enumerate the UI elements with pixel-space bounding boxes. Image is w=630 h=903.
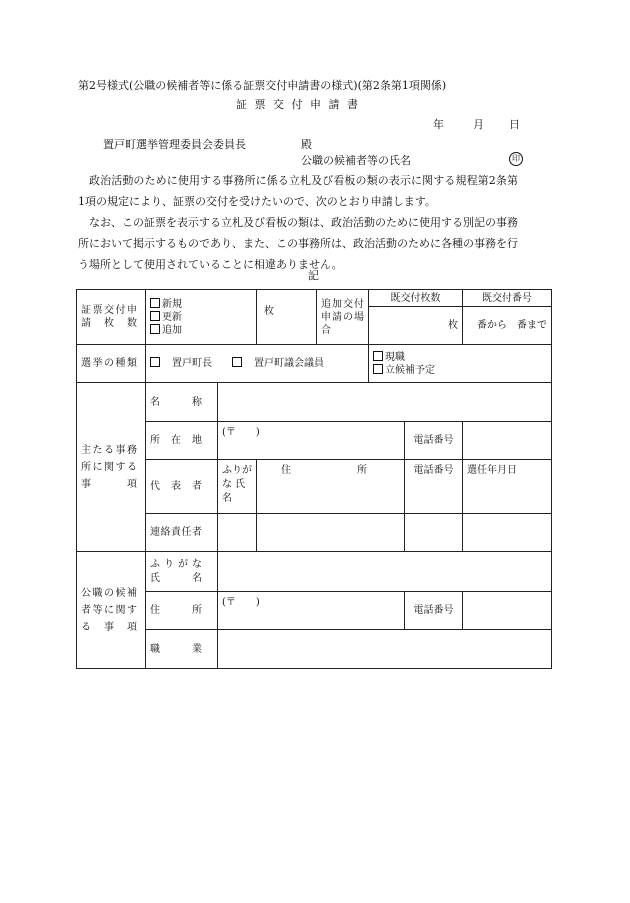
- number-to: 番まで: [517, 320, 547, 331]
- addressee: 置戸町選挙管理委員会委員長: [103, 138, 246, 151]
- rep-appointed-date-label: 選任年月日: [463, 460, 552, 514]
- office-phone-label: 電話番号: [405, 422, 463, 460]
- candidate-postal-mark: (〒 ): [222, 597, 260, 608]
- number-from: 番から: [477, 320, 507, 331]
- rep-label: 代表者: [150, 481, 202, 492]
- checkbox-council[interactable]: [232, 357, 242, 367]
- candidate-address-input[interactable]: [218, 592, 405, 630]
- additional-label-cell: [317, 290, 369, 345]
- apply-count-label: 証票交付申請枚数: [81, 305, 137, 329]
- election-type-cell: [146, 345, 369, 383]
- issued-count-cell[interactable]: [369, 307, 463, 345]
- issued-number-header: 既交付番号: [463, 290, 552, 307]
- candidate-name-input[interactable]: [218, 552, 552, 592]
- rep-label-cell: [146, 460, 218, 514]
- contact-label: 連絡責任者: [150, 527, 202, 538]
- election-type-label: 選挙の種類: [81, 358, 137, 369]
- honorific: 殿: [301, 138, 312, 151]
- option-add[interactable]: 追加: [150, 324, 252, 337]
- issued-count-header: 既交付枚数: [369, 290, 463, 307]
- rep-address-label: 住所: [281, 465, 367, 476]
- checkbox-current[interactable]: [373, 351, 383, 361]
- candidate-section-label: 公職の候補者等に関する事項: [81, 587, 137, 633]
- postal-mark: (〒 ): [222, 427, 260, 438]
- checkbox-mayor[interactable]: [150, 357, 160, 367]
- office-section-label-cell: [77, 383, 146, 552]
- rep-phone-label: 電話番号: [405, 460, 463, 514]
- location-label-cell: [146, 422, 218, 460]
- office-location-input[interactable]: [218, 422, 405, 460]
- seal-mark: 印: [509, 152, 523, 166]
- office-name-input[interactable]: [218, 383, 552, 422]
- date-day-label: 日: [509, 118, 520, 131]
- candidate-address-label-cell: [146, 592, 218, 630]
- occupation-input[interactable]: [218, 630, 552, 669]
- option-new[interactable]: 新規: [150, 298, 252, 311]
- option-renew[interactable]: 更新 枚: [150, 311, 252, 324]
- name-label-cell: [146, 383, 218, 422]
- candidate-furigana-label: ふりがな 氏 名: [150, 558, 202, 584]
- checkbox-candidate[interactable]: [373, 364, 383, 374]
- candidate-furigana-label-cell: [146, 552, 218, 592]
- location-label: 所在地: [150, 435, 202, 446]
- status-cell: [369, 345, 552, 383]
- checkbox-new[interactable]: [150, 298, 160, 308]
- ki-label: 記: [308, 269, 319, 282]
- application-form-table: [76, 289, 552, 669]
- candidate-phone-label: 電話番号: [405, 592, 463, 630]
- candidate-phone-input[interactable]: [463, 592, 552, 630]
- rep-address-cell[interactable]: [257, 460, 405, 514]
- checkbox-add[interactable]: [150, 324, 160, 334]
- rep-furigana-cell[interactable]: [218, 460, 257, 514]
- form-number: 第2号様式(公職の候補者等に係る証票交付申請書の様式)(第2条第1項関係): [78, 79, 447, 92]
- status-candidate: 立候補予定: [385, 364, 435, 376]
- contact-furigana-input[interactable]: [218, 514, 257, 552]
- apply-count-label-cell: [77, 290, 146, 345]
- page-title: 証 票 交 付 申 請 書: [236, 98, 360, 111]
- applicant-name-label: 公職の候補者等の氏名: [301, 154, 411, 167]
- paragraph-declaration: なお、この証票を表示する立札及び看板の類は、政治活動のために使用する別記の事務所において掲示するものであり、また、この事務所は、政治活動のために各種の事務を行う場所として使用されていることに相違ありません。: [78, 216, 518, 271]
- date-month-label: 月: [473, 118, 484, 131]
- office-phone-input[interactable]: [463, 422, 552, 460]
- additional-label: 追加交付申請の場合: [321, 298, 364, 336]
- date-year-label: 年: [433, 118, 444, 131]
- name-label: 名称: [150, 396, 202, 408]
- status-current: 現職: [385, 351, 405, 363]
- apply-sheet-unit: 枚: [264, 305, 274, 317]
- checkbox-renew[interactable]: [150, 311, 160, 321]
- occupation-label: 職業: [150, 643, 202, 655]
- election-council: 置戸町議会議員: [254, 358, 324, 369]
- issued-number-cell[interactable]: [463, 307, 552, 345]
- election-type-label-cell: [77, 345, 146, 383]
- office-section-label: 主たる事務所に関する事項: [81, 444, 137, 490]
- contact-date-input[interactable]: [463, 514, 552, 552]
- candidate-section-label-cell: [77, 552, 146, 669]
- issued-sheet-unit: 枚: [448, 320, 458, 331]
- occupation-label-cell: [146, 630, 218, 669]
- paragraph-application: 政治活動のために使用する事務所に係る立札及び看板の類の表示に関する規程第2条第1項の規定により、証票の交付を受けたいので、次のとおり申請します。: [78, 174, 518, 208]
- candidate-address-label: 住所: [150, 605, 202, 616]
- apply-type-cell: [146, 290, 274, 345]
- election-mayor: 置戸町長: [172, 358, 212, 369]
- contact-address-input[interactable]: [257, 514, 405, 552]
- contact-label-cell: [146, 514, 218, 552]
- rep-furigana-label: ふりがな 氏 名: [222, 465, 252, 504]
- contact-phone-input[interactable]: [405, 514, 463, 552]
